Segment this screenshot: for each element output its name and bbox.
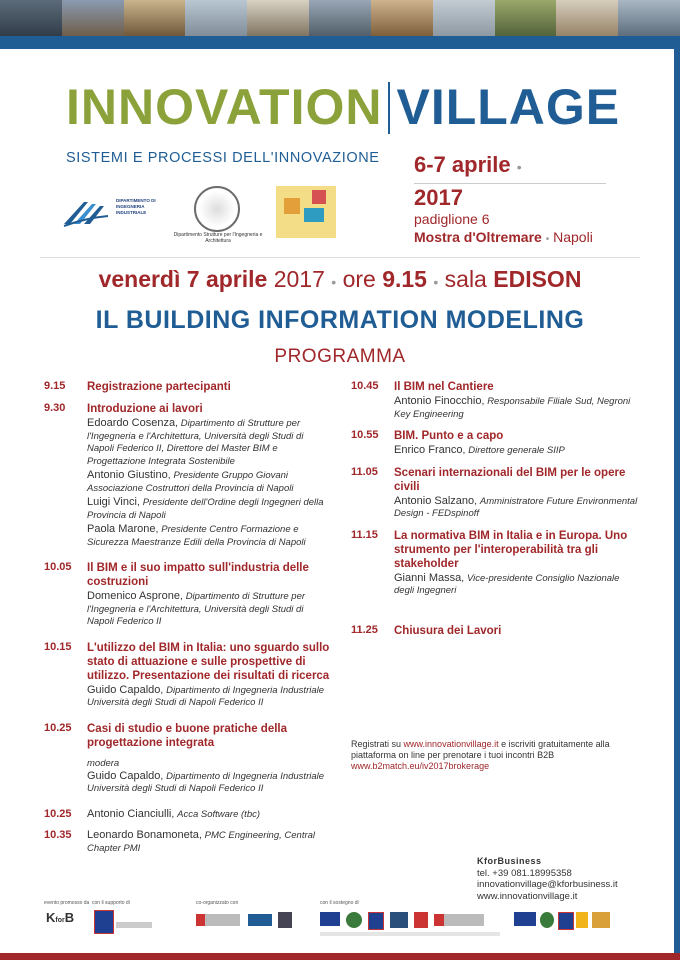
event-time: 9.15 (382, 266, 427, 292)
speaker-name: Leonardo Bonamoneta (87, 829, 199, 841)
speaker: Antonio Giustino, Presidente Gruppo Giovani Associazione Costruttori della Provincia di Napoli (87, 469, 294, 494)
program-time: 10.45 (351, 380, 379, 392)
logo-subtitle: SISTEMI E PROCESSI DELL'INNOVAZIONE (66, 150, 380, 166)
support-label: con il supporto di (92, 900, 130, 906)
speaker: Antonio Cianciulli, Acca Software (tbc) (87, 807, 261, 820)
speaker: Antonio Finocchio, Responsabile Filiale Sud, Negroni Key Engineering (394, 395, 631, 420)
program-time: 10.55 (351, 429, 379, 441)
footer-logos (0, 900, 680, 960)
with-support-label: con il sostegno di (320, 900, 359, 906)
program-item (351, 529, 641, 598)
italy-emblem-icon (346, 912, 362, 928)
program-time: 9.30 (44, 402, 66, 414)
reg-prefix: Registrati su (351, 739, 402, 749)
program-title: Registrazione partecipanti (87, 381, 231, 393)
program-item (351, 466, 641, 521)
event-room: EDISON (493, 266, 582, 292)
program-item (351, 429, 641, 458)
program-item (44, 561, 330, 629)
right-border (674, 49, 680, 960)
speaker-name: Luigi Vinci (87, 496, 137, 508)
program-time: 10.15 (44, 640, 72, 653)
university-seal-icon (194, 186, 240, 232)
partner3-logo-icon (414, 912, 428, 928)
speaker-role: Dipartimento di Ingegneria Industriale Università degli Studi di Napoli Federico II (87, 770, 325, 794)
program-item (44, 829, 330, 855)
reg-suffix: e iscriviti gratuitamente alla piattaforma on line per prenotare i tuoi incontri B2B (351, 739, 610, 760)
speaker-role: Responsabile Filiale Sud, Negroni Key Engineering (394, 396, 631, 420)
speaker-role: Presidente Gruppo Giovani Associazione Costruttori della Provincia di Napoli (87, 470, 294, 494)
fse-logo-icon (576, 912, 588, 928)
venue-city: Napoli (553, 229, 593, 245)
speaker-role: Presidente Centro Formazione e Sicurezza Maestranze Edili della Provincia di Napoli (87, 524, 306, 548)
region-crest-icon (368, 912, 384, 930)
event-line: venerdì 7 aprile 2017 • ore 9.15 • sala EDISON (98, 266, 582, 292)
speaker-role: Presidente dell'Ordine degli Ingegneri della Provincia di Napoli (87, 497, 324, 521)
contact-web[interactable]: www.innovationvillage.it (477, 890, 578, 902)
speaker-name: Antonio Cianciulli (87, 807, 172, 820)
program-time: 10.05 (44, 561, 72, 573)
program-title: La normativa BIM in Italia e in Europa. Uno strumento per l'interoperabilità tra gli stakeholder (394, 529, 628, 570)
enea-logo-icon (248, 914, 272, 926)
program-time: 10.25 (44, 807, 72, 820)
event-year: 2017 (414, 185, 463, 210)
program-time: 11.15 (351, 528, 378, 541)
fine-print-icon (320, 932, 500, 936)
speaker-name: Antonio Giustino (87, 469, 168, 481)
program-item (44, 641, 330, 710)
speaker-name: Antonio Finocchio (394, 395, 482, 407)
co-organized-label: co-organizzato con (196, 900, 239, 906)
program-item (44, 722, 330, 796)
speaker-role: Vice-presidente Consiglio Nazionale degli Ingegneri (394, 572, 620, 596)
speaker: Luigi Vinci, Presidente dell'Ordine degli Ingegneri della Provincia di Napoli (87, 496, 324, 521)
region-crest-2-icon (558, 912, 574, 930)
speaker-name: Antonio Salzano (394, 494, 475, 507)
program-title: Chiusura dei Lavori (394, 624, 502, 637)
innovation-village-logo (66, 78, 620, 138)
italy-emblem-2-icon (540, 912, 554, 928)
speaker-role: Acca Software (tbc) (177, 808, 261, 820)
moderator-label: modera (87, 757, 120, 769)
program-time: 10.35 (44, 829, 72, 841)
dii-logo-icon (62, 194, 110, 230)
eu-flag-icon (320, 912, 340, 926)
b2b-link[interactable]: www.b2match.eu/iv2017brokerage (351, 761, 490, 771)
program-title: BIM. Punto e a capo (394, 430, 504, 442)
speaker: Paola Marone, Presidente Centro Formazione e Sicurezza Maestranze Edili della Provincia di Napoli (87, 523, 306, 548)
program-title: Il BIM e il suo impatto sull'industria delle costruzioni (87, 562, 309, 588)
speaker-name: Edoardo Cosenza (87, 417, 176, 429)
program-item (44, 380, 330, 394)
speaker-name: Guido Capaldo (87, 769, 161, 782)
program-item (44, 808, 330, 822)
header-photo-strip (0, 0, 680, 38)
program-item (351, 380, 641, 421)
ore-label: ore (342, 266, 376, 292)
registration-note (351, 739, 621, 772)
dii-label: DIPARTIMENTO DI INGEGNERIA INDUSTRIALE (116, 198, 156, 215)
speaker-name: Domenico Asprone (87, 590, 180, 602)
program-time: 11.25 (351, 623, 378, 636)
pca-logo-icon (276, 186, 336, 238)
speaker: Antonio Salzano, Amministratore Future Environmental Design - FEDspinoff (394, 494, 638, 519)
programma-heading: PROGRAMMA (274, 346, 406, 367)
venue: Mostra d'Oltremare • Napoli (414, 229, 593, 245)
speaker-name: Paola Marone (87, 523, 156, 535)
bottom-red-bar (0, 953, 680, 960)
main-title: IL BUILDING INFORMATION MODELING (95, 306, 585, 334)
speaker: Edoardo Cosenza, Dipartimento di Strutture per l'Ingegneria e l'Architettura, Università degli Studi di Napoli Federico II, Direttore del Master BIM e Progettazione Integrata Sostenibile (87, 417, 304, 467)
reg-site-link[interactable]: www.innovationvillage.it (403, 739, 499, 749)
eu-flag-2-icon (514, 912, 536, 926)
dist-label: Dipartimento Strutture per l'Ingegneria e Architettura (173, 232, 263, 244)
speaker-role: Dipartimento di Ingegneria Industriale Università degli Studi di Napoli Federico II (87, 684, 325, 708)
speaker: Enrico Franco, Direttore generale SIIP (394, 444, 565, 456)
logo-separator (388, 82, 390, 134)
campania-crest-icon (94, 910, 114, 934)
program-time: 9.15 (44, 380, 66, 392)
speaker-name: Guido Capaldo (87, 683, 161, 696)
speaker-role: Direttore generale SIIP (468, 445, 565, 456)
institution-logos (62, 186, 352, 248)
speaker-role: Dipartimento di Strutture per l'Ingegneria e l'Architettura, Università degli Studi di Napoli Federico II, Direttore del Master BIM e Progettazione Integrata Sostenibile (87, 418, 304, 467)
speaker: Gianni Massa, Vice-presidente Consiglio Nazionale degli Ingegneri (394, 571, 620, 596)
program-title: L'utilizzo del BIM in Italia: uno sguardo sullo stato di attuazione e sulle prospettive di utilizzo. Presentazione dei risultati di ricerca (87, 641, 330, 682)
logo-village: VILLAGE (396, 79, 621, 135)
header-blue-bar (0, 36, 680, 49)
pavilion: padiglione 6 (414, 211, 490, 227)
partner4-logo-icon (592, 912, 610, 928)
program-title: Casi di studio e buone pratiche della progettazione integrata (87, 722, 288, 749)
event-day: venerdì 7 aprile (98, 266, 268, 292)
speaker: Guido Capaldo, Dipartimento di Ingegneria Industriale Università degli Studi di Napoli Federico II (87, 769, 325, 794)
dates-text: 6-7 aprile (414, 152, 511, 177)
program-title: Scenari internazionali del BIM per le opere civili (394, 466, 626, 493)
kforbusiness-logo: KforBusiness (477, 856, 542, 866)
speaker-name: Gianni Massa (394, 571, 462, 584)
program-title: Il BIM nel Cantiere (394, 381, 494, 393)
sviluppo-campania-logo-2-icon (434, 914, 484, 926)
program-time: 10.25 (44, 721, 72, 734)
header-divider (40, 257, 640, 258)
program-right-column (351, 380, 641, 646)
program-left-column (44, 380, 330, 863)
contact-phone: tel. +39 081.18995358 (477, 867, 572, 879)
speaker-role: Amministratore Future Environmental Design - FEDspinoff (394, 495, 638, 519)
speaker-name: Enrico Franco (394, 444, 463, 456)
speaker: Guido Capaldo, Dipartimento di Ingegneria Industriale Università degli Studi di Napoli Federico II (87, 683, 325, 708)
event-year-inline: 2017 (273, 266, 325, 292)
speaker-role: Dipartimento di Strutture per l'Ingegneria e l'Architettura, Università degli Studi di Napoli Federico II (87, 591, 306, 627)
venue-name: Mostra d'Oltremare (414, 229, 542, 245)
contact-block (477, 856, 618, 902)
partner-logo-icon (278, 912, 292, 928)
contact-email[interactable]: innovationvillage@kforbusiness.it (477, 879, 618, 890)
dates-divider (414, 183, 606, 184)
sviluppo-campania-logo-icon (196, 914, 240, 926)
program-time: 11.05 (351, 465, 378, 478)
sala-label: sala (444, 266, 487, 292)
program-item (351, 624, 641, 638)
kfb-footer-logo-icon: KforB (46, 910, 75, 925)
partner2-logo-icon (390, 912, 408, 928)
speaker-role: PMC Engineering, Central Chapter PMI (87, 830, 316, 854)
event-dates: 6-7 aprile • (414, 152, 522, 177)
program-title: Introduzione ai lavori (87, 403, 203, 415)
speaker: Domenico Asprone, Dipartimento di Strutture per l'Ingegneria e l'Architettura, Università degli Studi di Napoli Federico II (87, 590, 306, 627)
promoted-by-label: evento promosso da (44, 900, 90, 906)
campania-label-icon (116, 922, 152, 928)
program-item (44, 402, 330, 549)
speaker: Leonardo Bonamoneta, PMC Engineering, Central Chapter PMI (87, 829, 316, 854)
logo-innovation: INNOVATION (66, 79, 383, 135)
